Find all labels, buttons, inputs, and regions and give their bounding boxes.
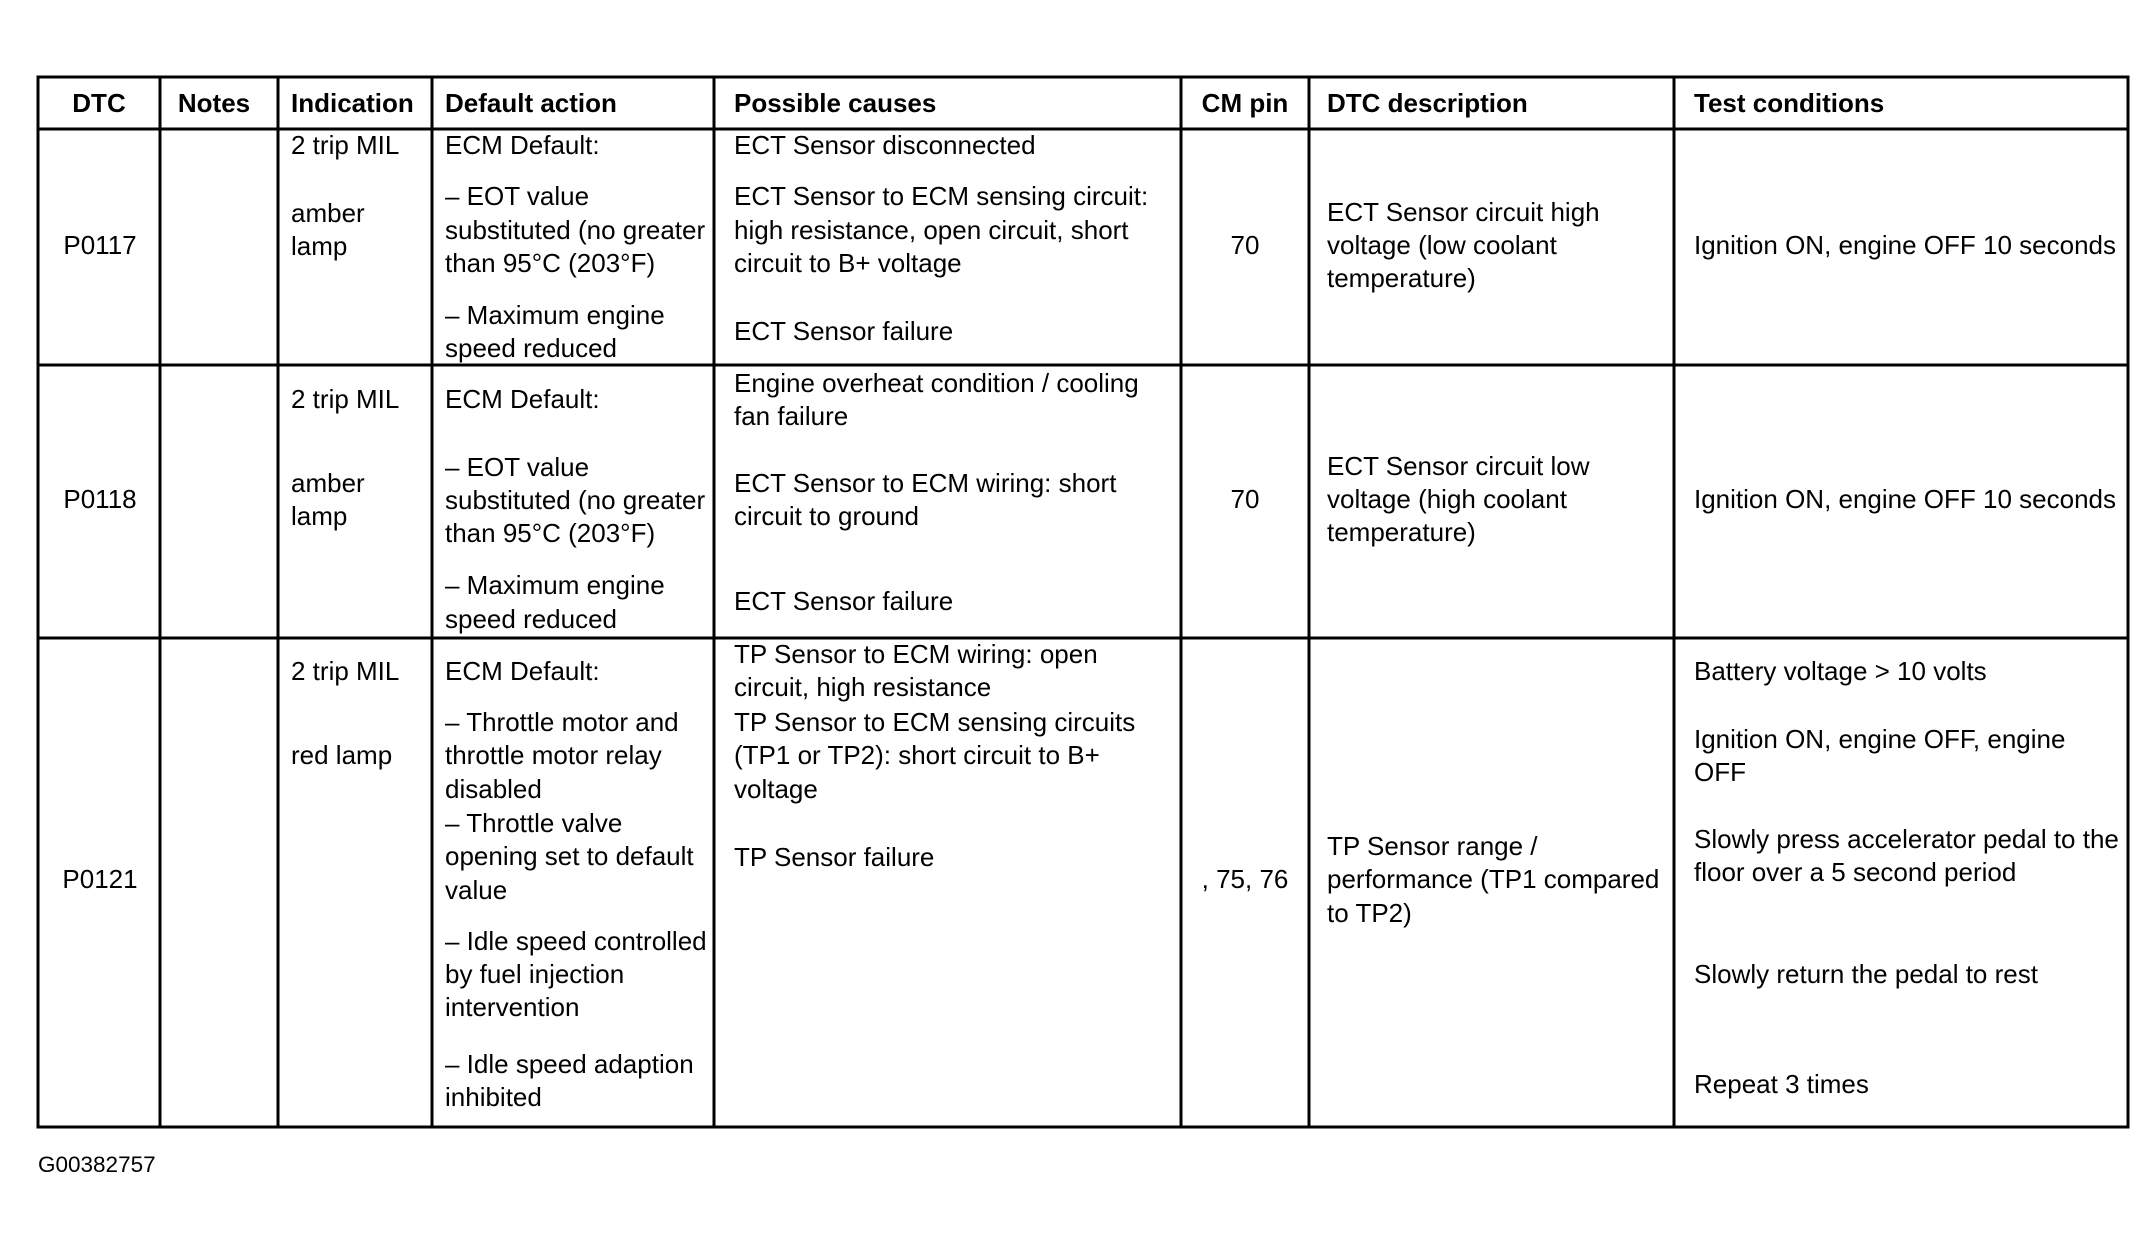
test-condition-line: floor over a 5 second period [1694,857,2017,887]
cm-pin: , 75, 76 [1201,864,1289,894]
default-action-line: than 95°C (203°F) [445,248,656,278]
default-action-line: – Idle speed adaption [445,1049,694,1079]
possible-cause-line: voltage [734,774,818,804]
dtc-code: P0118 [63,484,137,514]
default-action-line: throttle motor relay [445,740,662,770]
header-indication: Indication [291,88,414,118]
dtc-code: P0117 [63,230,137,260]
possible-cause-line: ECT Sensor failure [734,316,954,346]
table-row [62,639,2118,1112]
indication-line: 2 trip MIL [291,384,400,414]
dtc-description-line: ECT Sensor circuit low [1327,451,1590,481]
default-action-line: by fuel injection [445,959,625,989]
default-action-line: – Idle speed controlled [445,926,707,956]
possible-cause-line: circuit, high resistance [734,672,992,702]
dtc-description-line: temperature) [1327,263,1476,293]
default-action-line: – EOT value [445,452,590,482]
table-header [72,88,1884,118]
indication-line: lamp [291,231,348,261]
header-dtc: DTC [72,88,126,118]
table-row [63,368,2116,634]
table-row [63,130,2116,363]
possible-cause-line: ECT Sensor failure [734,586,954,616]
default-action-line: speed reduced [445,604,618,634]
dtc-code: P0121 [62,864,138,894]
default-action-line: value [445,875,508,905]
possible-cause-line: high resistance, open circuit, short [734,215,1129,245]
default-action-line: – Throttle valve [445,808,623,838]
test-condition-line: OFF [1694,757,1746,787]
test-condition-line: Ignition ON, engine OFF 10 seconds [1694,484,2117,514]
default-action-line: – EOT value [445,181,590,211]
possible-cause-line: ECT Sensor to ECM sensing circuit: [734,181,1149,211]
dtc-description-line: performance (TP1 compared [1327,864,1660,894]
possible-cause-line: circuit to B+ voltage [734,248,962,278]
dtc-description-line: ECT Sensor circuit high [1327,197,1600,227]
indication-line: red lamp [291,740,393,770]
test-condition-line: Battery voltage > 10 volts [1694,656,1987,686]
header-test-conditions: Test conditions [1694,88,1885,118]
header-default-action: Default action [445,88,617,118]
default-action-line: – Throttle motor and [445,707,679,737]
test-condition-line: Ignition ON, engine OFF, engine [1694,724,2066,754]
default-action-line: – Maximum engine [445,570,665,600]
dtc-description-line: voltage (high coolant [1327,484,1567,514]
default-action-line: intervention [445,992,580,1022]
dtc-description-line: voltage (low coolant [1327,230,1557,260]
possible-cause-line: ECT Sensor to ECM wiring: short [734,468,1117,498]
indication-line: 2 trip MIL [291,656,400,686]
header-possible-causes: Possible causes [734,88,937,118]
indication-line: lamp [291,501,348,531]
default-action-line: ECM Default: [445,130,600,160]
possible-cause-line: Engine overheat condition / cooling [734,368,1139,398]
possible-cause-line: TP Sensor failure [734,842,935,872]
default-action-line: disabled [445,774,542,804]
test-condition-line: Slowly return the pedal to rest [1694,959,2038,989]
possible-cause-line: ECT Sensor disconnected [734,130,1036,160]
test-condition-line: Ignition ON, engine OFF 10 seconds [1694,230,2117,260]
default-action-line: inhibited [445,1082,542,1112]
dtc-description-line: to TP2) [1327,898,1412,928]
cm-pin: 70 [1230,484,1260,514]
indication-line: amber [291,198,365,228]
default-action-line: substituted (no greater [445,485,706,515]
default-action-line: than 95°C (203°F) [445,518,656,548]
possible-cause-line: TP Sensor to ECM sensing circuits [734,707,1136,737]
default-action-line: opening set to default [445,841,694,871]
possible-cause-line: (TP1 or TP2): short circuit to B+ [734,740,1100,770]
cm-pin: 70 [1230,230,1260,260]
default-action-line: substituted (no greater [445,215,706,245]
default-action-line: ECM Default: [445,384,600,414]
possible-cause-line: fan failure [734,401,849,431]
indication-line: 2 trip MIL [291,130,400,160]
dtc-description-line: TP Sensor range / [1327,831,1538,861]
header-notes: Notes [177,88,251,118]
header-dtc-description: DTC description [1327,88,1528,118]
header-cm-pin: CM pin [1201,88,1289,118]
possible-cause-line: TP Sensor to ECM wiring: open [734,639,1098,669]
default-action-line: – Maximum engine [445,300,665,330]
possible-cause-line: circuit to ground [734,501,919,531]
figure-id: G00382757 [38,1152,156,1177]
test-condition-line: Repeat 3 times [1694,1069,1869,1099]
test-condition-line: Slowly press accelerator pedal to the [1694,824,2119,854]
dtc-description-line: temperature) [1327,517,1476,547]
default-action-line: ECM Default: [445,656,600,686]
default-action-line: speed reduced [445,333,618,363]
indication-line: amber [291,468,365,498]
